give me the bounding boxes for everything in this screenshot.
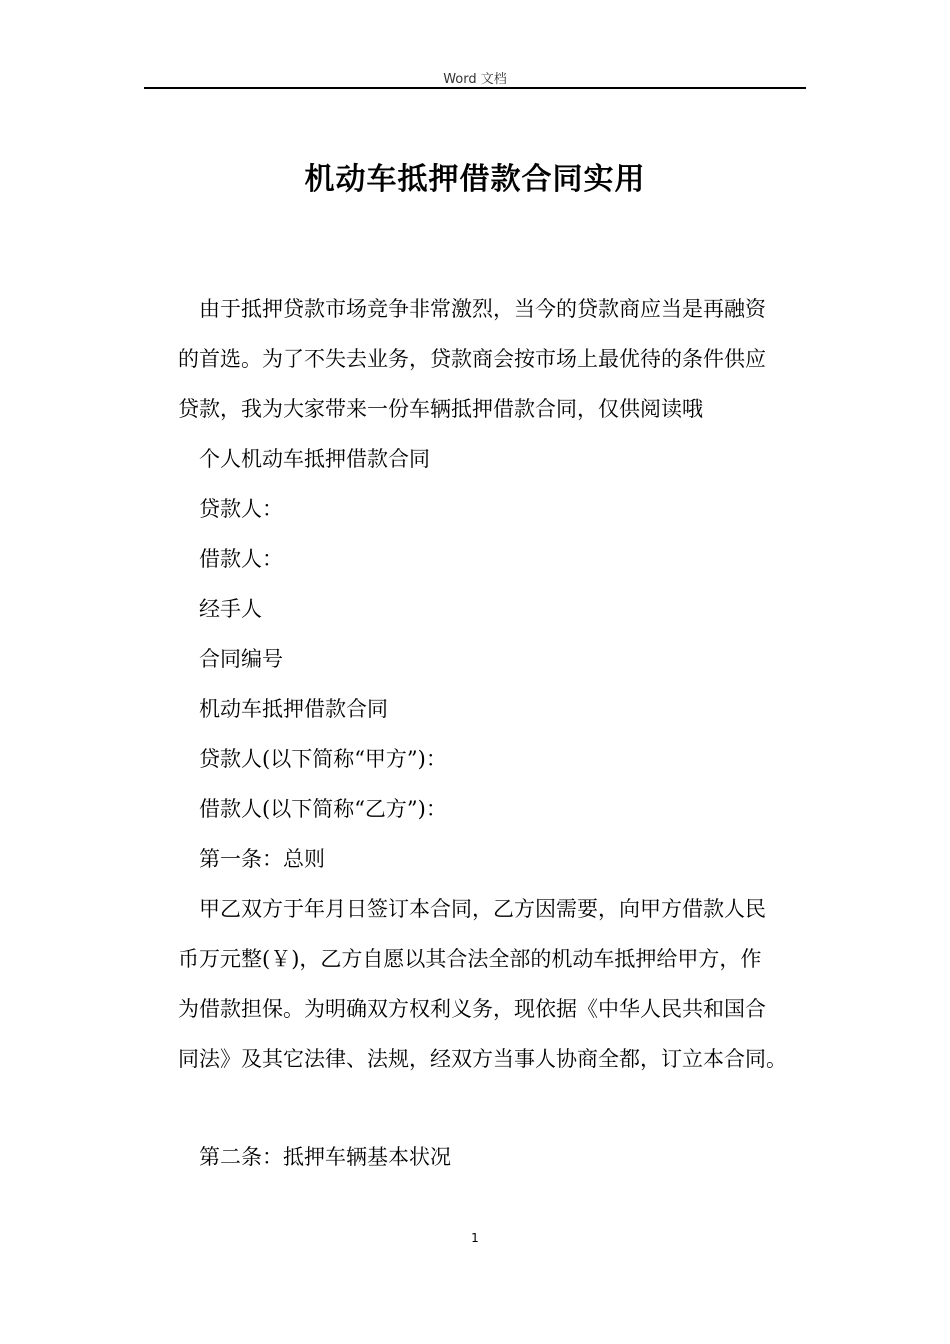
borrower-field: 借款人： <box>199 547 283 571</box>
page-header-label: Word 文档 <box>443 72 507 87</box>
borrower-party-b: 借款人(以下简称“乙方”)： <box>199 797 447 821</box>
article-1-line: 甲乙双方于年月日签订本合同，乙方因需要，向甲方借款人民 <box>199 897 766 921</box>
article-1-line: 币万元整(￥)，乙方自愿以其合法全部的机动车抵押给甲方，作 <box>178 947 762 971</box>
lender-field: 贷款人： <box>199 497 283 521</box>
document-title: 机动车抵押借款合同实用 <box>304 162 646 197</box>
contract-header-fields <box>178 434 808 884</box>
article-1-line: 同法》及其它法律、法规，经双方当事人协商全都，订立本合同。 <box>178 1047 787 1071</box>
contract-number-field: 合同编号 <box>199 647 283 671</box>
intro-line: 由于抵押贷款市场竞争非常激烈，当今的贷款商应当是再融资 <box>199 297 766 321</box>
intro-line: 的首选。为了不失去业务，贷款商会按市场上最优待的条件供应 <box>178 347 766 371</box>
header-divider <box>144 87 806 89</box>
page-number: 1 <box>471 1231 479 1245</box>
article-1-paragraph <box>178 884 808 1084</box>
intro-line: 贷款，我为大家带来一份车辆抵押借款合同，仅供阅读哦 <box>178 397 703 421</box>
intro-paragraph <box>178 284 808 434</box>
article-2-heading: 第二条：抵押车辆基本状况 <box>199 1145 451 1169</box>
lender-party-a: 贷款人(以下简称“甲方”)： <box>199 747 447 771</box>
contract-name: 机动车抵押借款合同 <box>199 697 388 721</box>
handler-field: 经手人 <box>199 597 262 621</box>
article-2-block <box>178 1132 808 1182</box>
contract-subtitle: 个人机动车抵押借款合同 <box>199 447 430 471</box>
article-1-heading: 第一条：总则 <box>199 847 325 871</box>
article-1-line: 为借款担保。为明确双方权利义务，现依据《中华人民共和国合 <box>178 997 766 1021</box>
